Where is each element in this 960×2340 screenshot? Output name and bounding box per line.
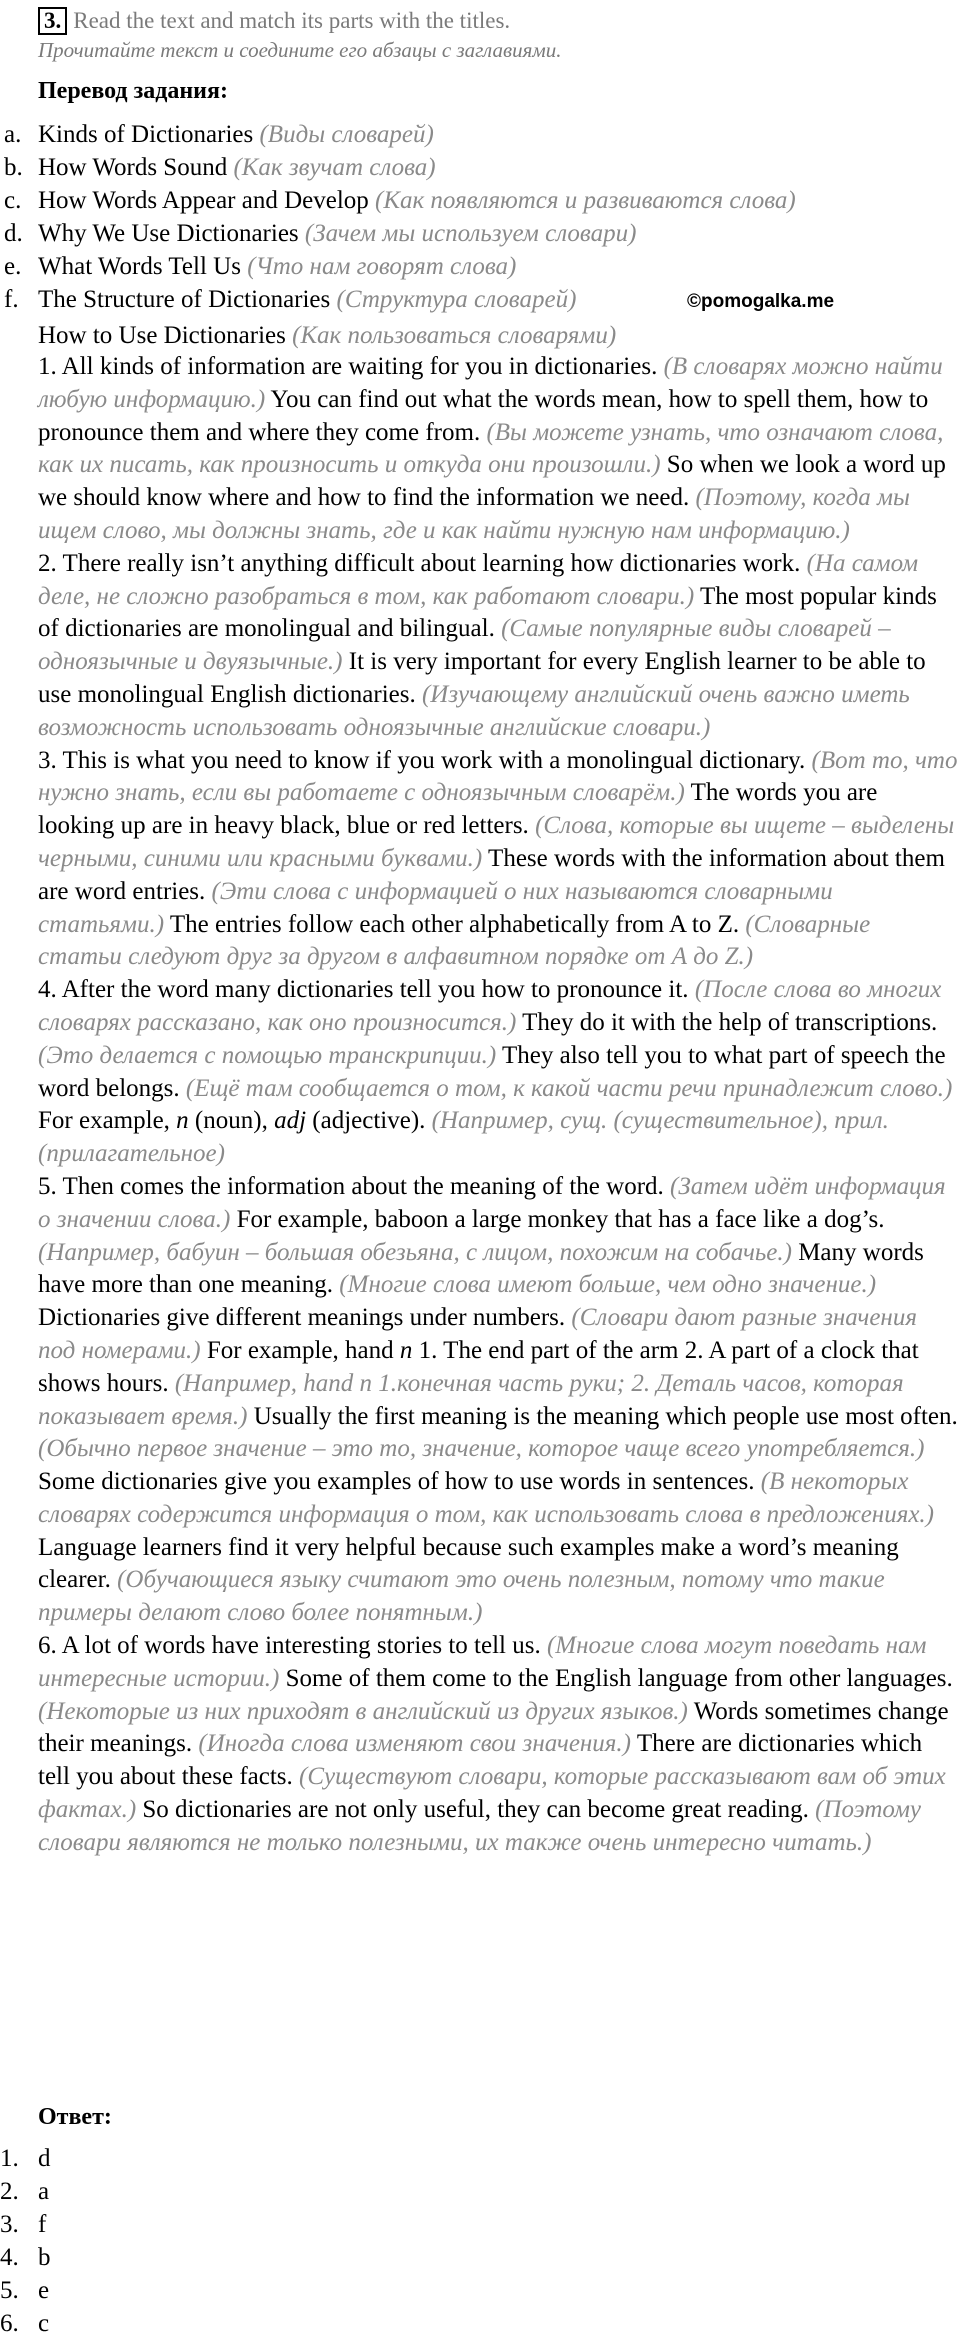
russian-translation: (Многие слова имеют больше, чем одно значение.) bbox=[339, 1271, 877, 1299]
english-text: 6. A lot of words have interesting stories to tell us. bbox=[38, 1632, 547, 1660]
english-text: 4. After the word many dictionaries tell you how to pronounce it. bbox=[38, 976, 695, 1004]
task-text bbox=[38, 118, 434, 151]
task-en: What Words Tell Us bbox=[38, 253, 241, 280]
english-text: (adjective). bbox=[306, 1107, 432, 1135]
russian-translation: (Слова, которые вы ищете – выделены черными, синими или красными буквами.) bbox=[38, 812, 955, 872]
task-text bbox=[38, 250, 516, 283]
task-text bbox=[38, 151, 436, 184]
english-text: The words you are looking up are in heavy black, blue or red letters. bbox=[38, 779, 878, 840]
paragraph-3 bbox=[38, 745, 958, 975]
russian-translation: (Ещё там сообщается о том, к какой части речи принадлежит слово.) bbox=[185, 1074, 953, 1102]
task-letter: c. bbox=[4, 187, 22, 214]
paragraph-2 bbox=[38, 548, 958, 745]
english-text: These words with the information about them are word entries. bbox=[38, 844, 945, 905]
english-text: Words sometimes change their meanings. bbox=[38, 1697, 949, 1758]
russian-translation: (Это делается с помощью транскрипции.) bbox=[38, 1041, 497, 1069]
task-en: Why We Use Dictionaries bbox=[38, 220, 299, 247]
english-text: For example, bbox=[38, 1107, 177, 1135]
paragraph-1 bbox=[38, 351, 958, 548]
task-ru: (Что нам говорят слова) bbox=[247, 253, 517, 280]
english-text: 1. All kinds of information are waiting for you in dictionaries. bbox=[38, 353, 664, 380]
english-text: 3. This is what you need to know if you work with a monolingual dictionary. bbox=[38, 746, 812, 774]
russian-translation: (Некоторые из них приходят в английский из других языков.) bbox=[38, 1697, 688, 1725]
answer-item bbox=[0, 2175, 960, 2208]
exercise-title: Read the text and match its parts with the titles. bbox=[73, 8, 511, 33]
russian-translation: (Например, hand n 1.конечная часть руки; 2. Деталь часов, которая показывает время.) bbox=[38, 1369, 904, 1430]
paragraph-4 bbox=[38, 974, 958, 1171]
english-text: You can find out what the words mean, how to spell them, how to pronounce them and where they come from. bbox=[38, 385, 929, 446]
russian-translation: (В словарях можно найти любую информацию.) bbox=[38, 353, 943, 413]
russian-translation: (Многие слова могут поведать нам интересные истории.) bbox=[38, 1632, 927, 1692]
english-text: So when we look a word up we should know where and how to find the information we need. bbox=[38, 451, 946, 512]
russian-translation: (В некоторых словарях содержится информация о том, как использовать слова в предложениях.) bbox=[38, 1468, 934, 1528]
answer-item bbox=[0, 2142, 960, 2175]
exercise-header bbox=[38, 6, 510, 36]
task-letter: e. bbox=[4, 253, 22, 280]
russian-translation: (После слова во многих словарях рассказано, как оно произносится.) bbox=[38, 976, 942, 1036]
task-en: How Words Sound bbox=[38, 154, 228, 181]
english-text: 1. The end part of the arm 2. A part of a clock that shows hours. bbox=[38, 1336, 919, 1397]
english-text: There are dictionaries which tell you about these facts. bbox=[38, 1730, 923, 1791]
answer-item bbox=[0, 2241, 960, 2274]
text-title bbox=[38, 319, 616, 352]
russian-translation: (Словарные статьи следуют друг за другом в алфавитном порядке от А до Z.) bbox=[38, 910, 871, 971]
answer-value: f bbox=[38, 2211, 47, 2238]
exercise-number: 3. bbox=[38, 7, 67, 35]
answer-value: d bbox=[38, 2145, 51, 2172]
text-title-en: How to Use Dictionaries bbox=[38, 322, 286, 349]
task-letter: f. bbox=[4, 286, 19, 313]
task-item bbox=[0, 151, 960, 184]
english-text: They do it with the help of transcriptions. bbox=[516, 1008, 938, 1036]
english-text: Dictionaries give different meanings under numbers. bbox=[38, 1304, 572, 1332]
answer-value: a bbox=[38, 2178, 50, 2205]
russian-translation: (Эти слова с информацией о них называются словарными статьями.) bbox=[38, 877, 833, 938]
abbreviation: n bbox=[176, 1107, 189, 1135]
answer-heading: Ответ: bbox=[38, 2104, 112, 2130]
task-item bbox=[0, 250, 960, 283]
russian-translation: (Поэтому, когда мы ищем слово, мы должны знать, где и как найти нужную нам информацию.) bbox=[38, 484, 910, 544]
task-ru: (Зачем мы используем словари) bbox=[304, 220, 637, 247]
russian-translation: (Изучающему английский очень важно иметь возможность использовать одноязычные английские словари.) bbox=[38, 680, 910, 741]
english-text: 2. There really isn’t anything difficult about learning how dictionaries work. bbox=[38, 549, 807, 577]
answer-number: 6. bbox=[0, 2310, 19, 2337]
paragraphs bbox=[38, 351, 958, 1860]
english-text: Some of them come to the English language from other languages. bbox=[279, 1664, 953, 1692]
task-item bbox=[0, 217, 960, 250]
russian-translation: (Словари дают разные значения под номерами.) bbox=[38, 1304, 917, 1364]
russian-translation: (На самом деле, не сложно разобраться в том, как работают словари.) bbox=[38, 549, 919, 610]
english-text: The entries follow each other alphabetically from A to Z. bbox=[164, 910, 746, 938]
task-ru: (Как появляются и развиваются слова) bbox=[375, 187, 796, 214]
english-text: So dictionaries are not only useful, they can become great reading. bbox=[136, 1796, 816, 1824]
task-en: Kinds of Dictionaries bbox=[38, 121, 254, 148]
answer-number: 2. bbox=[0, 2178, 19, 2205]
english-text: Many words have more than one meaning. bbox=[38, 1238, 924, 1299]
russian-translation: (Вот то, что нужно знать, если вы работаете с одноязычным словарём.) bbox=[38, 746, 958, 807]
exercise-subtitle: Прочитайте текст и соедините его абзацы с заглавиями. bbox=[38, 38, 562, 62]
russian-translation: (Например, бабуин – большая обезьяна, с лицом, похожим на собачье.) bbox=[38, 1238, 792, 1266]
english-text: Language learners find it very helpful because such examples make a word’s meaning clearer. bbox=[38, 1533, 899, 1594]
task-letter: b. bbox=[4, 154, 23, 181]
answer-list bbox=[0, 2142, 960, 2340]
abbreviation: n bbox=[399, 1336, 413, 1364]
answer-value: c bbox=[38, 2310, 50, 2337]
russian-translation: (Например, сущ. (существительное), прил. (прилагательное) bbox=[38, 1107, 889, 1168]
task-text bbox=[38, 283, 576, 316]
task-en: The Structure of Dictionaries bbox=[38, 286, 331, 313]
english-text: (noun), bbox=[188, 1107, 275, 1135]
task-item bbox=[0, 118, 960, 151]
text-title-ru: (Как пользоваться словарями) bbox=[292, 322, 617, 349]
task-list bbox=[0, 118, 960, 316]
english-text: The most popular kinds of dictionaries are monolingual and bilingual. bbox=[38, 582, 937, 643]
task-text bbox=[38, 217, 636, 250]
abbreviation: adj bbox=[274, 1107, 307, 1135]
answer-value: e bbox=[38, 2277, 50, 2304]
english-text: It is very important for every English learner to be able to use monolingual English dictionaries. bbox=[38, 648, 926, 708]
russian-translation: (Обычно первое значение – это то, значение, которое чаще всего употребляется.) bbox=[38, 1435, 925, 1463]
watermark: ©pomogalka.me bbox=[687, 291, 835, 312]
task-en: How Words Appear and Develop bbox=[38, 187, 369, 214]
answer-number: 4. bbox=[0, 2244, 19, 2271]
paragraph-6 bbox=[38, 1630, 958, 1860]
task-text bbox=[38, 184, 796, 217]
task-letter: a. bbox=[4, 121, 22, 148]
russian-translation: (Вы можете узнать, что означают слова, как их писать, как произносить и откуда они произошли.) bbox=[38, 418, 944, 479]
answer-number: 3. bbox=[0, 2211, 19, 2238]
task-ru: (Как звучат слова) bbox=[233, 154, 436, 181]
english-text: 5. Then comes the information about the meaning of the word. bbox=[38, 1172, 671, 1200]
russian-translation: (Обучающиеся языку считают это очень полезным, потому что такие примеры делают слово более понятным.) bbox=[38, 1566, 885, 1627]
task-ru: (Виды словарей) bbox=[259, 121, 434, 148]
english-text: Some dictionaries give you examples of how to use words in sentences. bbox=[38, 1468, 761, 1496]
task-letter: d. bbox=[4, 220, 23, 247]
answer-item bbox=[0, 2208, 960, 2241]
english-text: For example, baboon a large monkey that has a face like a dog’s. bbox=[230, 1205, 885, 1233]
paragraph-5 bbox=[38, 1171, 958, 1630]
russian-translation: (Самые популярные виды словарей – одноязычные и двуязычные.) bbox=[38, 615, 891, 676]
answer-number: 1. bbox=[0, 2145, 19, 2172]
task-item bbox=[0, 184, 960, 217]
russian-translation: (Затем идёт информация о значении слова.) bbox=[38, 1172, 946, 1233]
russian-translation: (Поэтому словари являются не только полезными, их также очень интересно читать.) bbox=[38, 1796, 921, 1856]
task-ru: (Структура словарей) bbox=[336, 286, 577, 313]
english-text: Usually the first meaning is the meaning which people use most often. bbox=[247, 1402, 958, 1430]
answer-number: 5. bbox=[0, 2277, 19, 2304]
answer-item bbox=[0, 2274, 960, 2307]
answer-item bbox=[0, 2307, 960, 2340]
answer-value: b bbox=[38, 2244, 51, 2271]
english-text: For example, hand bbox=[200, 1336, 400, 1364]
russian-translation: (Существуют словари, которые рассказывают вам об этих фактах.) bbox=[38, 1763, 946, 1824]
task-heading: Перевод задания: bbox=[38, 78, 228, 104]
english-text: They also tell you to what part of speech the word belongs. bbox=[38, 1041, 946, 1102]
russian-translation: (Иногда слова изменяют свои значения.) bbox=[198, 1730, 632, 1758]
